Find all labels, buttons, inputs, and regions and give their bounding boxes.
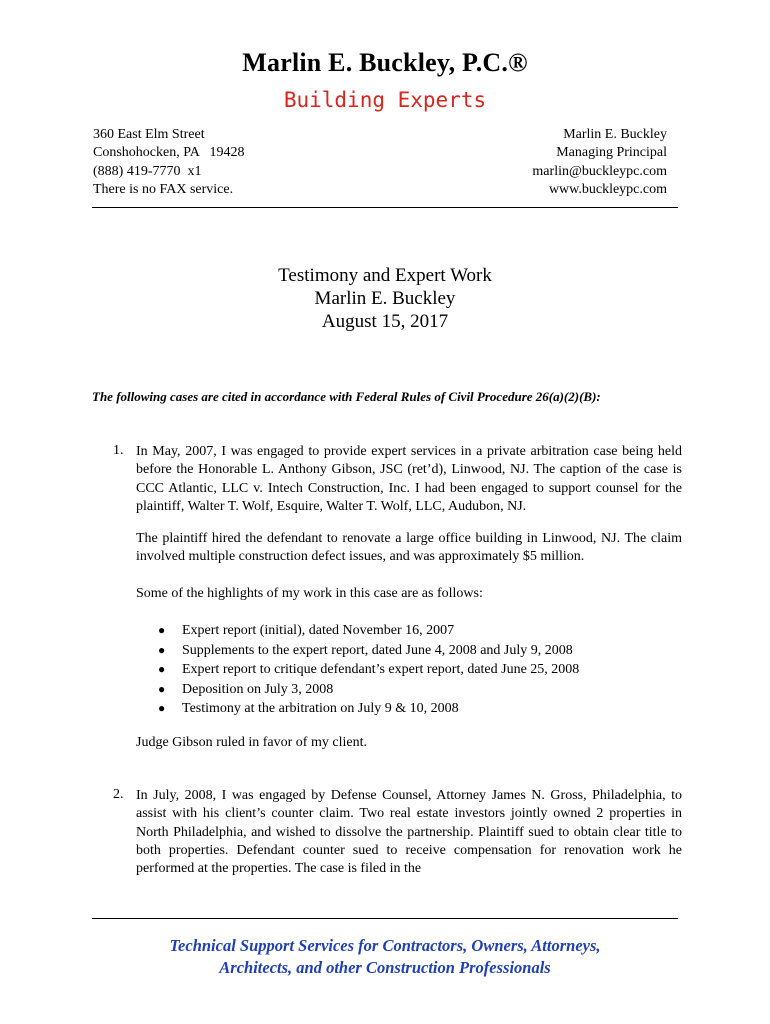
bullet-icon: ● bbox=[158, 681, 166, 696]
title-line-2: Marlin E. Buckley bbox=[314, 288, 456, 309]
case-1-paragraph-4: Judge Gibson ruled in favor of my client. bbox=[136, 735, 367, 750]
contact-email: marlin@buckleypc.com bbox=[532, 163, 667, 179]
contact-name: Marlin E. Buckley bbox=[563, 127, 667, 142]
header-divider bbox=[92, 207, 678, 208]
list-item: ● Expert report to critique defendant’s expert report, dated June 25, 2008 bbox=[156, 660, 579, 680]
list-item: ● Expert report (initial), dated November 16, 2007 bbox=[156, 621, 579, 641]
case-number: 1. bbox=[113, 443, 124, 458]
contact-title: Managing Principal bbox=[556, 145, 667, 161]
address-block bbox=[93, 126, 245, 199]
document-title bbox=[0, 264, 770, 333]
bullet-icon: ● bbox=[158, 701, 166, 716]
address-street: 360 East Elm Street bbox=[93, 127, 205, 142]
case-1-paragraph-3: Some of the highlights of my work in this case are as follows: bbox=[136, 586, 483, 601]
case-1-paragraph-2: The plaintiff hired the defendant to renovate a large office building in Linwood, NJ. The claim involved multiple construction defect issues, and was approximately $5 million. bbox=[136, 531, 682, 565]
bullet-icon: ● bbox=[158, 662, 166, 677]
firm-name: Marlin E. Buckley, P.C.® bbox=[242, 48, 528, 77]
firm-tagline: Building Experts bbox=[283, 88, 487, 112]
federal-rules-intro: The following cases are cited in accordance with Federal Rules of Civil Procedure 26(a)(2)(B): bbox=[92, 389, 601, 404]
case-1-highlights-list bbox=[156, 621, 579, 719]
address-city: Conshohocken, PA 19428 bbox=[93, 145, 245, 161]
list-item: ● Testimony at the arbitration on July 9 & 10, 2008 bbox=[156, 699, 579, 719]
case-2-paragraph-1: In July, 2008, I was engaged by Defense Counsel, Attorney James N. Gross, Philadelphia, to assist with his client’s counter claim. Two real estate investors jointly owned 2 properties in North Philadelphia, and wished to dissolve the partnership. Plaintiff sued to obtain clear title to both properties. Defendant counter sued to receive compensation for renovation work he performed at the properties. The case is filed in the bbox=[136, 788, 682, 877]
fax-note: There is no FAX service. bbox=[93, 181, 234, 197]
footer-line-1: Technical Support Services for Contractors, Owners, Attorneys, bbox=[169, 936, 601, 955]
address-phone: (888) 419-7770 x1 bbox=[93, 163, 202, 179]
footer-tagline bbox=[0, 935, 770, 979]
list-item: ● Supplements to the expert report, dated June 4, 2008 and July 9, 2008 bbox=[156, 641, 579, 661]
bullet-icon: ● bbox=[158, 623, 166, 637]
title-line-3: August 15, 2017 bbox=[321, 311, 449, 332]
contact-block bbox=[532, 126, 667, 199]
bullet-icon: ● bbox=[158, 642, 166, 657]
case-number: 2. bbox=[113, 787, 124, 802]
title-line-1: Testimony and Expert Work bbox=[278, 265, 492, 286]
footer-line-2: Architects, and other Construction Professionals bbox=[219, 958, 551, 977]
case-1-paragraph-1: In May, 2007, I was engaged to provide expert services in a private arbitration case being held before the Honorable L. Anthony Gibson, JSC (ret’d), Linwood, NJ. The caption of the case is CCC Atlantic, LLC v. Intech Construction, Inc. I had been engaged to support counsel for the plaintiff, Walter T. Wolf, Esquire, Walter T. Wolf, LLC, Audubon, NJ. bbox=[136, 444, 682, 514]
contact-website: www.buckleypc.com bbox=[548, 181, 667, 197]
list-item: ● Deposition on July 3, 2008 bbox=[156, 680, 579, 700]
footer-divider bbox=[92, 918, 678, 919]
